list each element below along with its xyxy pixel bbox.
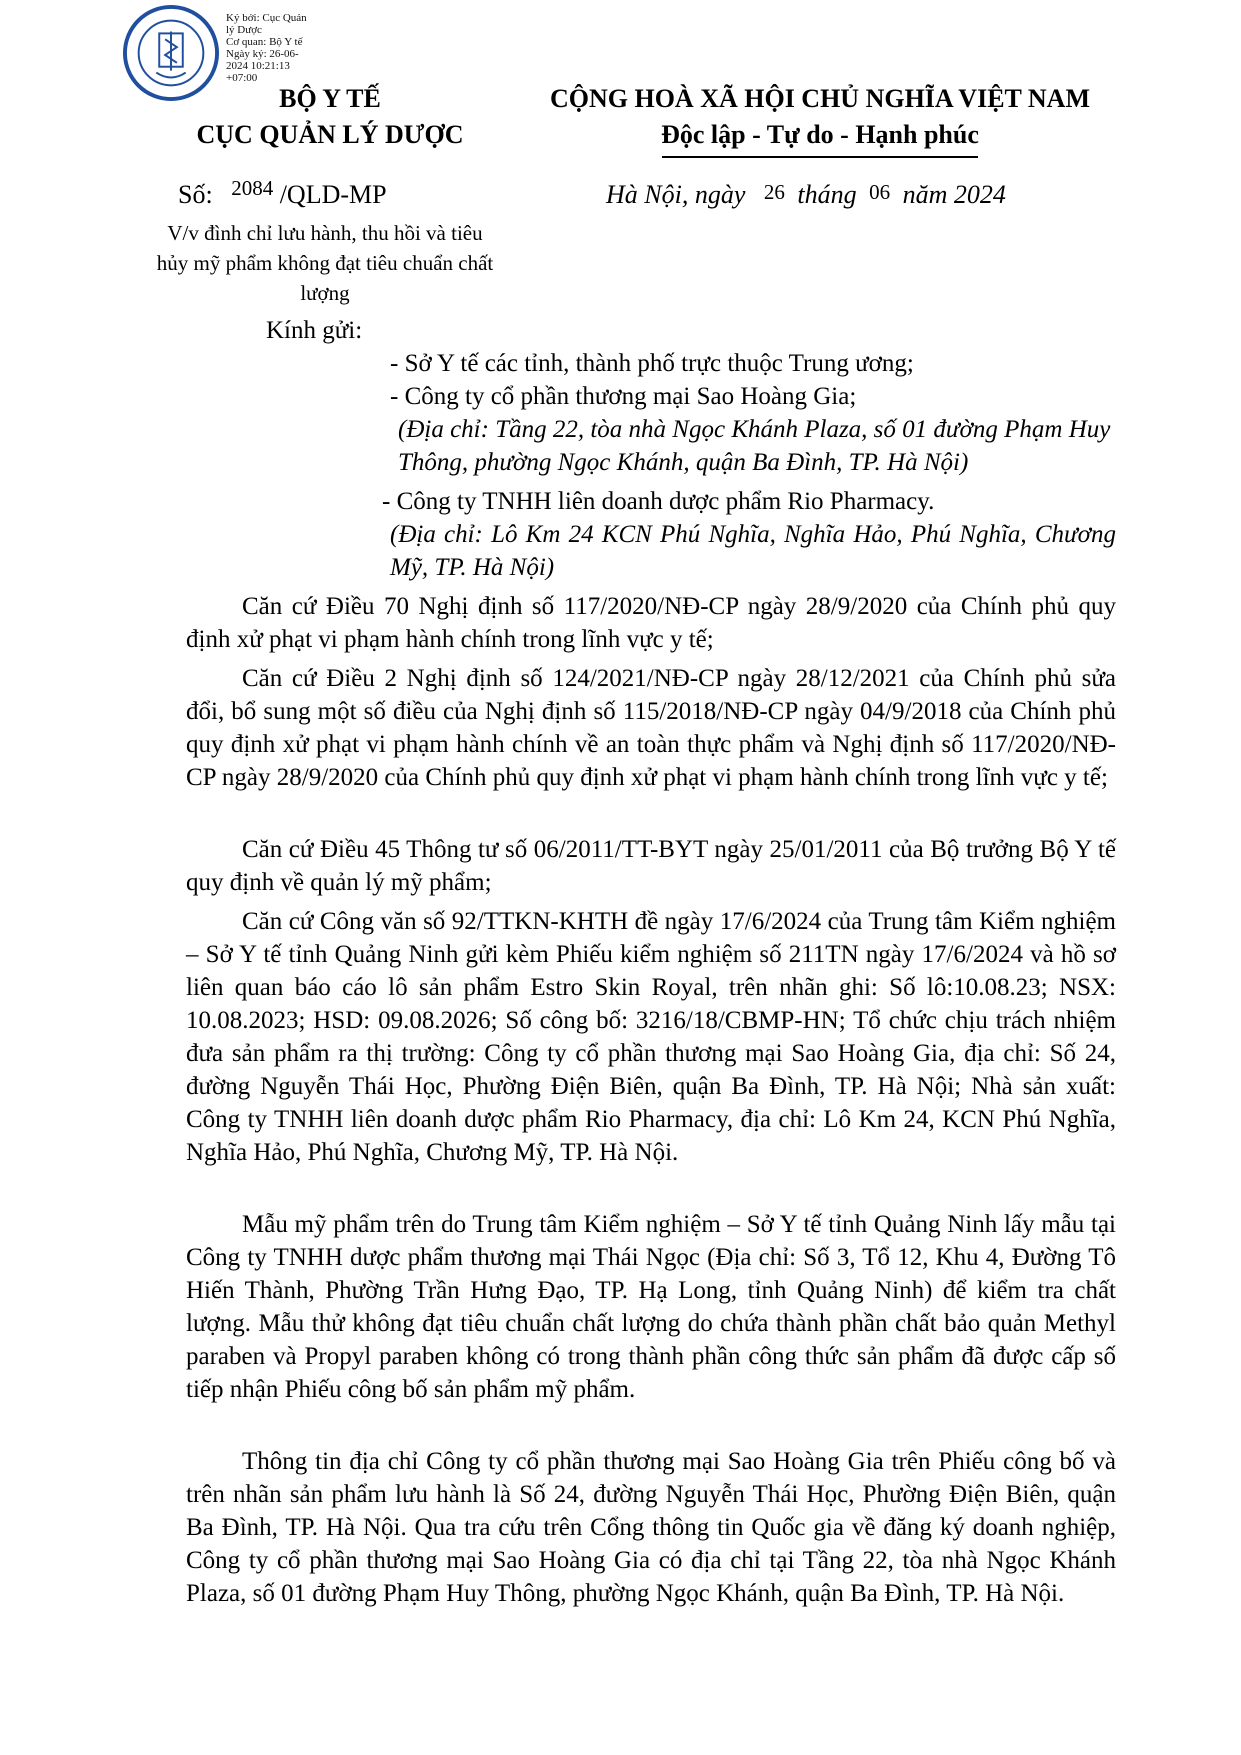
date-month-label: tháng xyxy=(797,180,857,209)
paragraph: Căn cứ Điều 70 Nghị định số 117/2020/NĐ-CP ngày 28/9/2020 của Chính phủ quy định xử phạt vi phạm hành chính trong lĩnh vực y tế; xyxy=(186,593,1116,653)
signature-line: Cơ quan: Bộ Y tế xyxy=(226,36,303,48)
signature-line: +07:00 xyxy=(226,72,258,84)
recipient-3: - Công ty TNHH liên doanh dược phẩm Rio Pharmacy. xyxy=(382,488,935,515)
signature-line: Ký bởi: Cục Quản xyxy=(226,12,307,24)
recipient-1: - Sở Y tế các tỉnh, thành phố trực thuộc Trung ương; xyxy=(390,350,914,377)
signature-line: 2024 10:21:13 xyxy=(226,60,290,72)
number-value: 2084 xyxy=(231,176,274,200)
greeting: Kính gửi: xyxy=(266,317,363,344)
paragraph: Căn cứ Điều 2 Nghị định số 124/2021/NĐ-CP ngày 28/12/2021 của Chính phủ sửa đổi, bổ sung một số điều của Nghị định số 115/2018/NĐ-CP ngày 04/9/2018 của Chính phủ quy định xử phạt vi phạm hành chính về an toàn thực phẩm và Nghị định số 117/2020/NĐ-CP ngày 28/9/2020 của Chính phủ quy định xử phạt vi phạm hành chính trong lĩnh vực y tế; xyxy=(186,665,1116,791)
recipient-2: - Công ty cổ phần thương mại Sao Hoàng Gia; xyxy=(390,383,857,410)
date-month: 06 xyxy=(869,180,891,204)
document-date xyxy=(606,180,1006,210)
paragraph: Căn cứ Điều 45 Thông tư số 06/2011/TT-BYT ngày 25/01/2011 của Bộ trưởng Bộ Y tế quy định về quản lý mỹ phẩm; xyxy=(186,836,1116,896)
signature-line: lý Dược xyxy=(226,24,262,36)
department-name: CỤC QUẢN LÝ DƯỢC xyxy=(196,120,464,149)
paragraph: Căn cứ Công văn số 92/TTKN-KHTH đề ngày 17/6/2024 của Trung tâm Kiểm nghiệm – Sở Y tế tỉnh Quảng Ninh gửi kèm Phiếu kiểm nghiệm số 211TN ngày 17/6/2024 và hồ sơ liên quan báo cáo lô sản phẩm Estro Skin Royal, trên nhãn ghi: Số lô:10.08.23; NSX: 10.08.2023; HSD: 09.08.2026; Số công bố: 3216/18/CBMP-HN; Tổ chức chịu trách nhiệm đưa sản phẩm ra thị trường: Công ty cổ phần thương mại Sao Hoàng Gia, địa chỉ: Số 24, đường Nguyễn Thái Học, Phường Điện Biên, quận Ba Đình, TP. Hà Nội; Nhà sản xuất: Công ty TNHH liên doanh dược phẩm Rio Pharmacy, địa chỉ: Lô Km 24, KCN Phú Nghĩa, Nghĩa Hảo, Phú Nghĩa, Chương Mỹ, TP. Hà Nội. xyxy=(186,908,1116,1166)
number-prefix: Số: xyxy=(178,180,213,209)
date-day: 26 xyxy=(763,180,785,204)
paragraph: Thông tin địa chỉ Công ty cổ phần thương mại Sao Hoàng Gia trên Phiếu công bố và trên nhãn sản phẩm lưu hành là Số 24, đường Nguyễn Thái Học, Phường Điện Biên, quận Ba Đình, TP. Hà Nội. Qua tra cứu trên Cổng thông tin Quốc gia về đăng ký doanh nghiệp, Công ty cổ phần thương mại Sao Hoàng Gia có địa chỉ tại Tầng 22, tòa nhà Ngọc Khánh Plaza, số 01 đường Phạm Huy Thông, phường Ngọc Khánh, quận Ba Đình, TP. Hà Nội. xyxy=(186,1448,1116,1607)
country-name: CỘNG HOÀ XÃ HỘI CHỦ NGHĨA VIỆT NAM xyxy=(549,84,1091,113)
document-subject: V/v đình chỉ lưu hành, thu hồi và tiêu hủy mỹ phẩm không đạt tiêu chuẩn chất lượng xyxy=(156,221,494,305)
recipient-2-address: (Địa chỉ: Tầng 22, tòa nhà Ngọc Khánh Plaza, số 01 đường Phạm Huy Thông, phường Ngọc Khánh, quận Ba Đình, TP. Hà Nội) xyxy=(398,416,1111,476)
recipient-3-address: (Địa chỉ: Lô Km 24 KCN Phú Nghĩa, Nghĩa Hảo, Phú Nghĩa, Chương Mỹ, TP. Hà Nội) xyxy=(390,521,1116,581)
paragraph: Mẫu mỹ phẩm trên do Trung tâm Kiểm nghiệm – Sở Y tế tỉnh Quảng Ninh lấy mẫu tại Công ty TNHH dược phẩm thương mại Thái Ngọc (Địa chỉ: Số 3, Tổ 12, Khu 4, Đường Tô Hiến Thành, Phường Trần Hưng Đạo, TP. Hạ Long, tỉnh Quảng Ninh) để kiểm tra chất lượng. Mẫu thử không đạt tiêu chuẩn chất lượng do chứa thành phần chất bảo quản Methyl paraben và Propyl paraben không có trong thành phần công thức sản phẩm đã được cấp số tiếp nhận Phiếu công bố sản phẩm mỹ phẩm. xyxy=(186,1211,1116,1403)
motto-underline xyxy=(662,156,978,158)
ministry-name: BỘ Y TẾ xyxy=(279,84,381,113)
number-suffix: /QLD-MP xyxy=(279,180,387,209)
document-number xyxy=(178,176,387,210)
digital-signature-info xyxy=(226,12,336,84)
national-motto: Độc lập - Tự do - Hạnh phúc xyxy=(661,120,979,149)
date-year: năm 2024 xyxy=(902,180,1006,209)
date-place: Hà Nội, ngày xyxy=(606,180,746,209)
signature-line: Ngày ký: 26-06- xyxy=(226,48,299,60)
